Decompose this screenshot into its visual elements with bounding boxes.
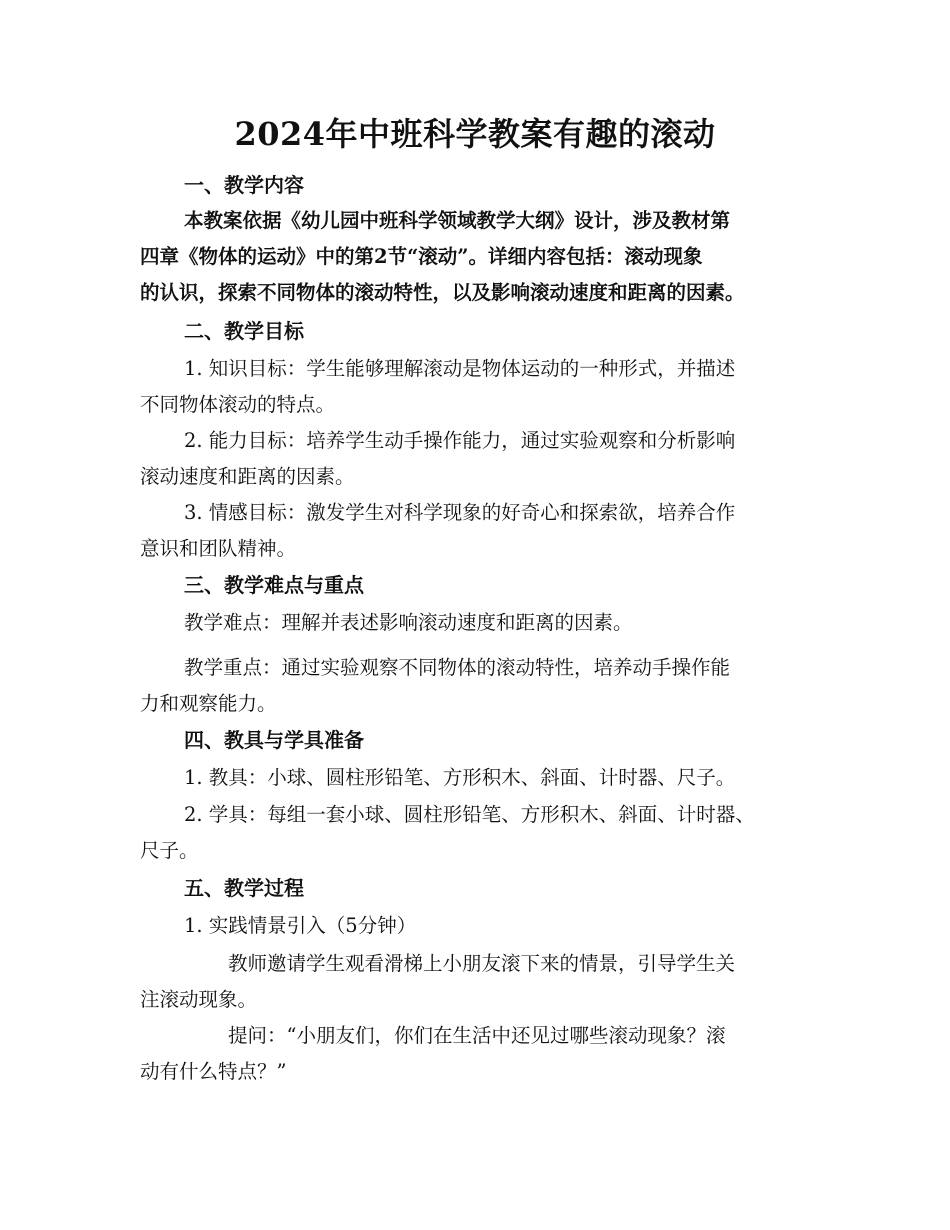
paragraph-line: 教师邀请学生观看滑梯上小朋友滚下来的情景，引导学生关 xyxy=(228,952,736,975)
paragraph-line: 尺子。 xyxy=(140,839,199,862)
document-title: 2024年中班科学教案有趣的滚动 xyxy=(234,115,716,153)
paragraph-line: 提问：“小朋友们，你们在生活中还见过哪些滚动现象？滚 xyxy=(228,1024,726,1047)
paragraph-line: 动有什么特点？” xyxy=(140,1060,287,1083)
section-heading-process: 五、教学过程 xyxy=(184,876,304,900)
paragraph-line: 2. 学具：每组一套小球、圆柱形铅笔、方形积木、斜面、计时器、 xyxy=(184,803,755,826)
section-heading-objectives: 二、教学目标 xyxy=(184,319,304,343)
paragraph-line: 1. 教具：小球、圆柱形铅笔、方形积木、斜面、计时器、尺子。 xyxy=(184,766,736,789)
paragraph-line: 滚动速度和距离的因素。 xyxy=(140,465,355,488)
paragraph-line: 的认识，探索不同物体的滚动特性，以及影响滚动速度和距离的因素。 xyxy=(140,281,745,304)
paragraph-line: 教学重点：通过实验观察不同物体的滚动特性，培养动手操作能 xyxy=(184,656,731,679)
materials-teacher xyxy=(140,760,818,796)
objective-emotion xyxy=(140,495,818,567)
section-heading-materials: 四、教具与学具准备 xyxy=(184,728,364,752)
paragraph-line: 不同物体滚动的特点。 xyxy=(140,393,336,416)
teaching-difficulty xyxy=(140,605,818,641)
materials-student xyxy=(140,797,818,869)
paragraph-content-description xyxy=(140,203,818,311)
paragraph-line: 注滚动现象。 xyxy=(140,988,258,1011)
process-step-1-question xyxy=(140,1018,818,1090)
paragraph-line: 教学难点：理解并表述影响滚动速度和距离的因素。 xyxy=(184,611,633,634)
paragraph-line: 本教案依据《幼儿园中班科学领域教学大纲》设计，涉及教材第 xyxy=(184,209,731,232)
section-heading-content: 一、教学内容 xyxy=(184,173,304,197)
paragraph-line: 意识和团队精神。 xyxy=(140,537,297,560)
paragraph-line: 四章《物体的运动》中的第2节“滚动”。详细内容包括：滚动现象 xyxy=(140,245,703,268)
paragraph-line: 力和观察能力。 xyxy=(140,692,277,715)
teaching-key-point xyxy=(140,650,818,722)
process-step-1-description xyxy=(140,946,818,1018)
paragraph-line: 1. 实践情景引入（5分钟） xyxy=(184,914,417,937)
section-heading-difficulty-key: 三、教学难点与重点 xyxy=(184,573,364,597)
objective-knowledge xyxy=(140,351,818,423)
paragraph-line: 3. 情感目标：激发学生对科学现象的好奇心和探索欲，培养合作 xyxy=(184,501,736,524)
paragraph-line: 1. 知识目标：学生能够理解滚动是物体运动的一种形式，并描述 xyxy=(184,357,736,380)
paragraph-line: 2. 能力目标：培养学生动手操作能力，通过实验观察和分析影响 xyxy=(184,429,736,452)
objective-ability xyxy=(140,423,818,495)
process-step-1 xyxy=(140,908,818,944)
